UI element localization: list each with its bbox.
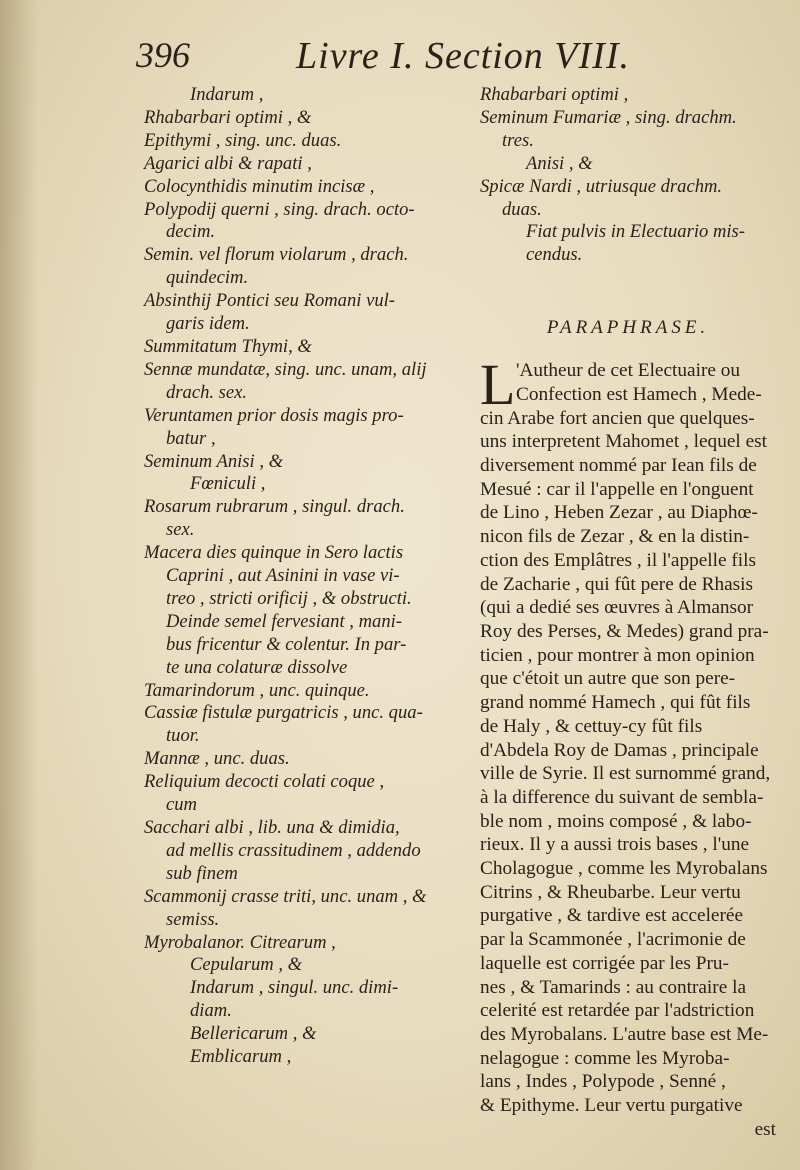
formula-line: Rosarum rubrarum , singul. drach.: [144, 496, 405, 518]
formula-line: batur ,: [166, 427, 216, 449]
formula-line: Cepularum , &: [190, 954, 303, 976]
formula-line: Cassiæ fistulæ purgatricis , unc. qua-: [144, 702, 423, 724]
formula-line: Fiat pulvis in Electuario mis-: [526, 221, 745, 243]
text-line: d'Abdela Roy de Damas , principale: [480, 739, 759, 761]
text-line: diversement nommé par Iean fils de: [480, 455, 757, 477]
formula-line: tres.: [502, 129, 534, 151]
formula-line: Myrobalanor. Citrearum ,: [144, 931, 336, 953]
formula-line: Rhabarbari optimi , &: [144, 106, 312, 128]
formula-continuation: [480, 84, 776, 267]
right-column: [480, 84, 776, 1141]
text-line: cin Arabe fort ancien que quelques-: [480, 407, 755, 429]
text-line: laquelle est corrigée par les Pru-: [480, 952, 729, 974]
formula-line: Veruntamen prior dosis magis pro-: [144, 404, 404, 426]
formula-line: diam.: [190, 1000, 232, 1022]
text-line: lans , Indes , Polypode , Senné ,: [480, 1071, 726, 1093]
text-line: celerité est retardée par l'adstriction: [480, 1000, 755, 1022]
formula-line: Sennæ mundatæ, sing. unc. unam, alij: [144, 358, 427, 380]
paraphrase-text: [480, 352, 776, 1118]
text-line: ction des Emplâtres , il l'appelle fils: [480, 549, 757, 571]
text-line: de Haly , & cettuy-cy fût fils: [480, 715, 703, 737]
formula-line: Epithymi , sing. unc. duas.: [144, 129, 342, 151]
text-line: & Epithyme. Leur vertu purgative: [480, 1095, 743, 1117]
formula-line: Macera dies quinque in Sero lactis: [144, 542, 404, 564]
formula-line: Deinde semel fervesiant , mani-: [166, 610, 402, 632]
text-line: de Lino , Heben Zezar , au Diaphœ-: [480, 502, 758, 524]
page-number: 396: [136, 35, 190, 75]
text-line: des Myrobalans. L'autre base est Me-: [480, 1023, 769, 1045]
formula-line: Summitatum Thymi, &: [144, 335, 312, 357]
formula-line: Anisi , &: [526, 152, 593, 174]
text-line: Citrins , & Rheubarbe. Leur vertu: [480, 881, 741, 903]
formula-line: Colocynthidis minutim incisæ ,: [144, 175, 375, 197]
formula-line: Seminum Anisi , &: [144, 450, 284, 472]
formula-line: Scammonij crasse triti, unc. unam , &: [144, 885, 427, 907]
formula-line: Fœniculi ,: [190, 473, 266, 495]
formula-line: duas.: [502, 198, 542, 220]
formula-line: cendus.: [526, 244, 583, 266]
formula-line: Emblicarum ,: [190, 1046, 292, 1068]
formula-line: treo , stricti orificij , & obstructi.: [166, 587, 412, 609]
text-line: Confection est Hamech , Mede-: [516, 383, 762, 405]
text-line: Cholagogue , comme les Myrobalans: [480, 858, 768, 880]
formula-line: Polypodij querni , sing. drach. octo-: [144, 198, 415, 220]
text-line: ble nom , moins composé , & labo-: [480, 810, 752, 832]
formula-line: ad mellis crassitudinem , addendo: [166, 839, 421, 861]
text-line: nelagogue : comme les Myroba-: [480, 1047, 730, 1069]
formula-line: decim.: [166, 221, 216, 243]
text-line: (qui a dedié ses œuvres à Almansor: [480, 597, 754, 619]
formula-line: sex.: [166, 519, 195, 541]
formula-line: sub finem: [166, 862, 238, 884]
page-header: [136, 34, 740, 84]
catchword: est: [754, 1118, 776, 1140]
text-line: ville de Syrie. Il est surnommé grand,: [480, 763, 771, 785]
text-line: nes , & Tamarinds : au contraire la: [480, 976, 747, 998]
formula-line: quindecim.: [166, 267, 249, 289]
text-line: Roy des Perses, & Medes) grand pra-: [480, 620, 769, 642]
text-line: de Zacharie , qui fût pere de Rhasis: [480, 573, 754, 595]
text-line: uns interpretent Mahomet , lequel est: [480, 431, 767, 453]
formula-line: garis idem.: [166, 313, 250, 335]
formula-line: cum: [166, 794, 197, 816]
formula-line: Agarici albi & rapati ,: [144, 152, 312, 174]
formula-line: Bellericarum , &: [190, 1023, 317, 1045]
formula-line: Mannæ , unc. duas.: [144, 748, 290, 770]
formula-line: Absinthij Pontici seu Romani vul-: [144, 290, 395, 312]
formula-line: Rhabarbari optimi ,: [480, 84, 629, 105]
text-line: rieux. Il y a aussi trois bases , l'une: [480, 834, 750, 856]
formula-line: Spicæ Nardi , utriusque drachm.: [480, 175, 723, 197]
text-line: Mesué : car il l'appelle en l'onguent: [480, 478, 754, 500]
formula-line: semiss.: [166, 908, 220, 930]
formula-line: Indarum ,: [190, 84, 264, 105]
text-line: nicon fils de Zezar , & en la distin-: [480, 526, 750, 548]
text-line: que c'étoit un autre que son pere-: [480, 668, 736, 690]
text-line: grand nommé Hamech , qui fût fils: [480, 692, 751, 714]
text-line: par la Scammonée , l'acrimonie de: [480, 929, 746, 951]
formula-line: bus fricentur & colentur. In par-: [166, 633, 407, 655]
text-line: purgative , & tardive est accelerée: [480, 905, 744, 927]
paraphrase-heading: PARAPHRASE.: [546, 317, 710, 339]
formula-line: tuor.: [166, 725, 200, 747]
left-column-formula: [144, 84, 462, 1069]
formula-line: Semin. vel florum violarum , drach.: [144, 244, 409, 266]
formula-line: Indarum , singul. unc. dimi-: [190, 977, 399, 999]
formula-line: Seminum Fumariæ , sing. drachm.: [480, 106, 737, 128]
text-line: ticien , pour montrer à mon opinion: [480, 644, 755, 666]
formula-line: Tamarindorum , unc. quinque.: [144, 679, 370, 701]
formula-line: Sacchari albi , lib. una & dimidia,: [144, 817, 400, 838]
running-title: Livre I. Section VIII.: [296, 35, 630, 77]
text-line: 'Autheur de cet Electuaire ou: [516, 360, 741, 382]
formula-line: drach. sex.: [166, 381, 248, 403]
text-line: à la difference du suivant de sembla-: [480, 786, 764, 808]
drop-cap-letter: L: [480, 352, 516, 418]
formula-line: Caprini , aut Asinini in vase vi-: [166, 565, 400, 587]
formula-line: Reliquium decocti colati coque ,: [144, 771, 385, 793]
formula-line: te una colaturæ dissolve: [166, 656, 348, 678]
